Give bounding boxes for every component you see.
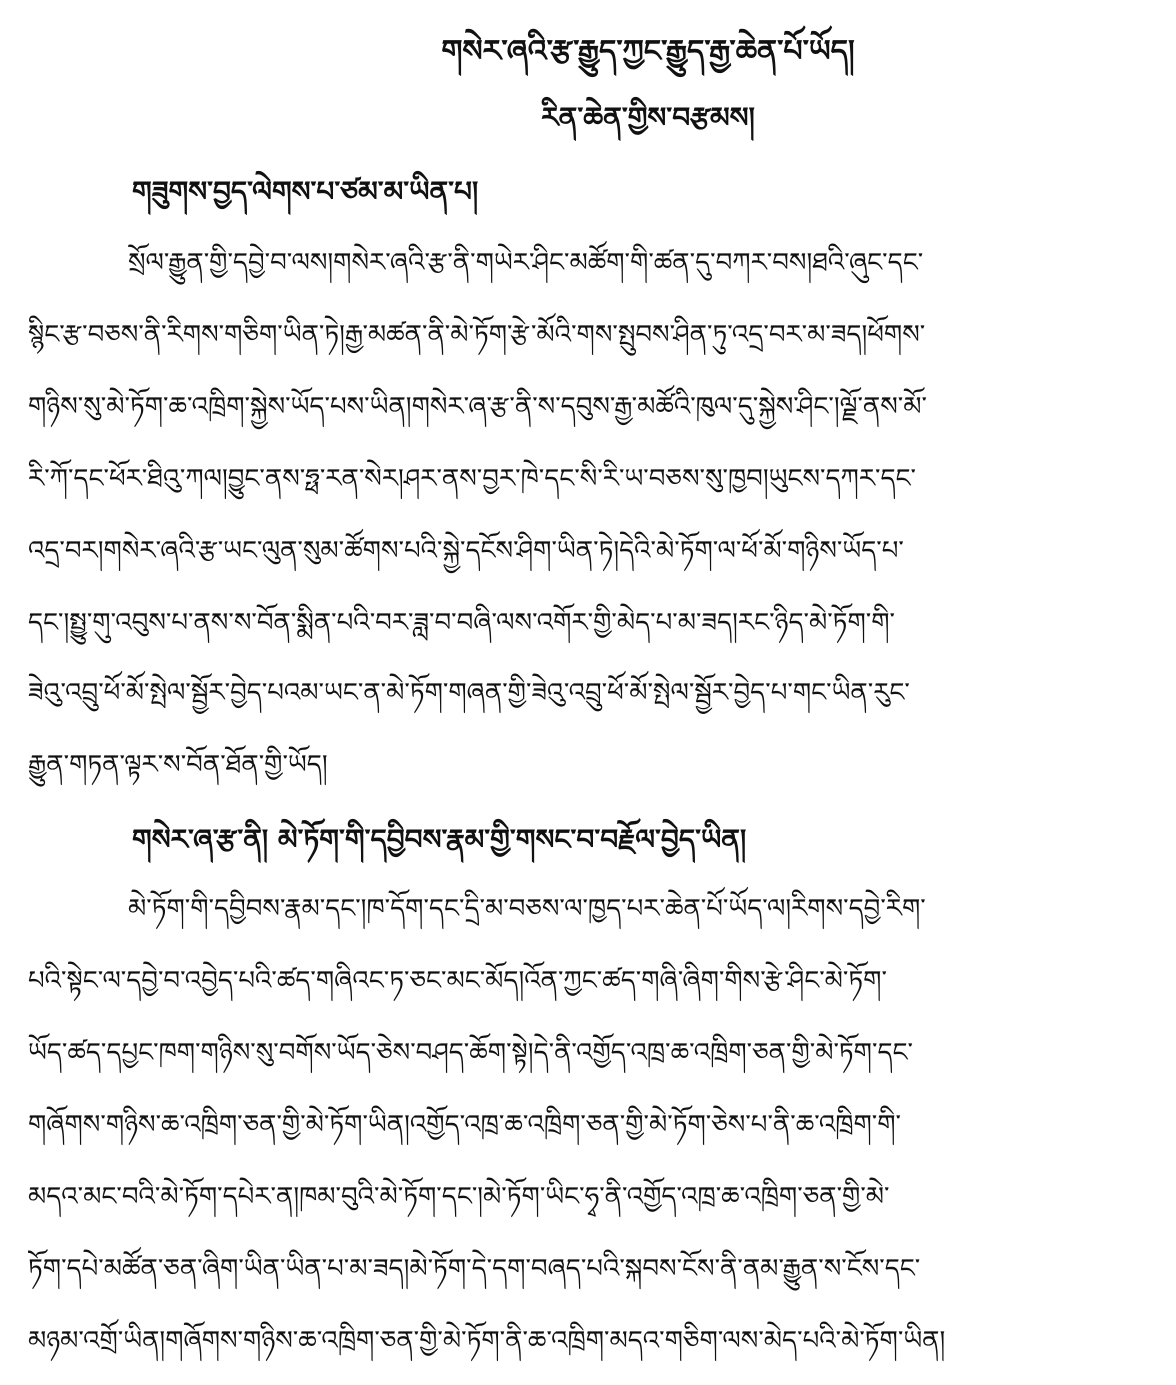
paragraph-line: གཞོགས་གཉིས་ཆ་འཁྲིག་ཅན་གྱི་མེ་ཏོག་ཡིན།འགྱོད་འཁྲ་ཆ་འཁྲིག་ཅན་གྱི་མེ་ཏོག་ཅེས་པ་ནི་ཆ་འཁྲིག་གི་	[28, 1110, 902, 1140]
paragraph-line: ཡོད་ཚད་དཔྱང་ཁག་གཉིས་སུ་བགོས་ཡོད་ཅེས་བཤད་ཆོག་སྟེ།དེ་ནི་འགྱོད་འཁྲ་ཆ་འཁྲིག་ཅན་གྱི་མེ་ཏོག་དང་	[28, 1038, 913, 1068]
paragraph-line: རི་ཀོ་དང་ཕོར་ཐིའུ་ཀལ།བྱུང་ནས་ཧྥ་རན་སེར།ཤར་ནས་བྱར་ཁེ་དང་སི་རི་ཡ་བཅས་སུ་ཁྱབ།ཡུངས་དཀར་དང་	[28, 464, 917, 494]
paragraph-line: དང་།སྤྱུ་གུ་འབུས་པ་ནས་ས་བོན་སྨིན་པའི་བར་ཟླ་བ་བཞི་ལས་འགོར་གྱི་མེད་པ་མ་ཟད།རང་ཉིད་མེ་ཏོག་གི་	[28, 608, 895, 638]
section-heading-1: གཟུགས་བྱད་ལེགས་པ་ཙམ་མ་ཡིན་པ།	[132, 175, 479, 208]
paragraph-line: སྙིང་རྩ་བཅས་ནི་རིགས་གཅིག་ཡིན་ཏེ།རྒྱ་མཚན་ནི་མེ་ཏོག་རྩེ་མོའི་གས་སྤུབས་ཤིན་ཏུ་འདྲ་བར་མ་ཟད།ཕོགས་	[28, 320, 926, 350]
paragraph-line: རྒྱུན་གཏན་ལྟར་ས་བོན་ཐོན་གྱི་ཡོད།	[28, 750, 328, 780]
section-heading-2: གསེར་ཞ་རྩ་ནི། མེ་ཏོག་གི་དབྱིབས་རྣམ་གྱི་གསང་བ་བརྗོལ་བྱེད་ཡིན།	[132, 823, 747, 856]
paragraph-line: ཏོག་དཔེ་མཚོན་ཅན་ཞིག་ཡིན་ཡིན་པ་མ་ཟད།མེ་ཏོག་དེ་དག་བཞད་པའི་སྐབས་ངོས་ནི་ནམ་རྒྱུན་ས་ངོས་དང་	[28, 1254, 921, 1284]
author-line: རིན་ཆེན་གྱིས་བརྩམས།	[541, 101, 755, 134]
paragraph-line: པའི་སྟེང་ལ་དབྱེ་བ་འབྱེད་པའི་ཚད་གཞིའང་ཏ་ཅང་མང་མོད།འོན་ཀྱང་ཚད་གཞི་ཞིག་གིས་རྩེ་ཤིང་མེ་ཏོག་	[28, 966, 887, 996]
paragraph-line: ཟེའུ་འབྲུ་ཕོ་མོ་སྤེལ་སྦྱོར་བྱེད་པའམ་ཡང་ན་མེ་ཏོག་གཞན་གྱི་ཟེའུ་འབྲུ་ཕོ་མོ་སྤེལ་སྦྱོར་བྱེད་པ་གང་ཡིན་རུང་	[28, 678, 910, 708]
paragraph-line: མཉམ་འགྲོ་ཡིན།གཞོགས་གཉིས་ཆ་འཁྲིག་ཅན་གྱི་མེ་ཏོག་ནི་ཆ་འཁྲིག་མདའ་གཅིག་ལས་མེད་པའི་མེ་ཏོག་ཡིན།	[28, 1326, 946, 1356]
paragraph-line: མདའ་མང་བའི་མེ་ཏོག་དཔེར་ན།ཁམ་བུའི་མེ་ཏོག་དང་།མེ་ཏོག་ཡིང་ཧྭ་ནི་འགྱོད་འཁྲ་ཆ་འཁྲིག་ཅན་གྱི་མེ་	[28, 1182, 890, 1212]
paragraph-line: འདྲ་བར།གསེར་ཞའི་རྩ་ཡང་ལུན་སུམ་ཚོགས་པའི་སྐྱེ་དངོས་ཤིག་ཡིན་ཏེ།དེའི་མེ་ཏོག་ལ་ཕོ་མོ་གཉིས་ཡོད་པ་	[28, 536, 904, 566]
paragraph-line: སྲོལ་རྒྱུན་གྱི་དབྱེ་བ་ལས།གསེར་ཞའི་རྩ་ནི་གཡེར་ཤིང་མཚོག་གི་ཚན་དུ་བཀར་བས།ཐའི་ཞུང་དང་	[128, 248, 924, 278]
paragraph-line: གཉིས་སུ་མེ་ཏོག་ཆ་འཁྲིག་སྐྱེས་ཡོད་པས་ཡིན།གསེར་ཞ་རྩ་ནི་ས་དབུས་རྒྱ་མཚོའི་ཁུལ་དུ་སྐྱེས་ཤིང་།ལྗོ་ནས་མོ་	[28, 392, 927, 422]
document-title: གསེར་ཞའི་རྩ་རྒྱུད་ཀྱང་རྒྱུད་རྒྱ་ཆེན་པོ་ཡོད།	[441, 34, 855, 69]
paragraph-line: མེ་ཏོག་གི་དབྱིབས་རྣམ་དང་།ཁ་དོག་དང་དྲི་མ་བཅས་ལ་ཁྱད་པར་ཆེན་པོ་ཡོད་ལ།རིགས་དབྱེ་རིག་	[128, 894, 926, 924]
